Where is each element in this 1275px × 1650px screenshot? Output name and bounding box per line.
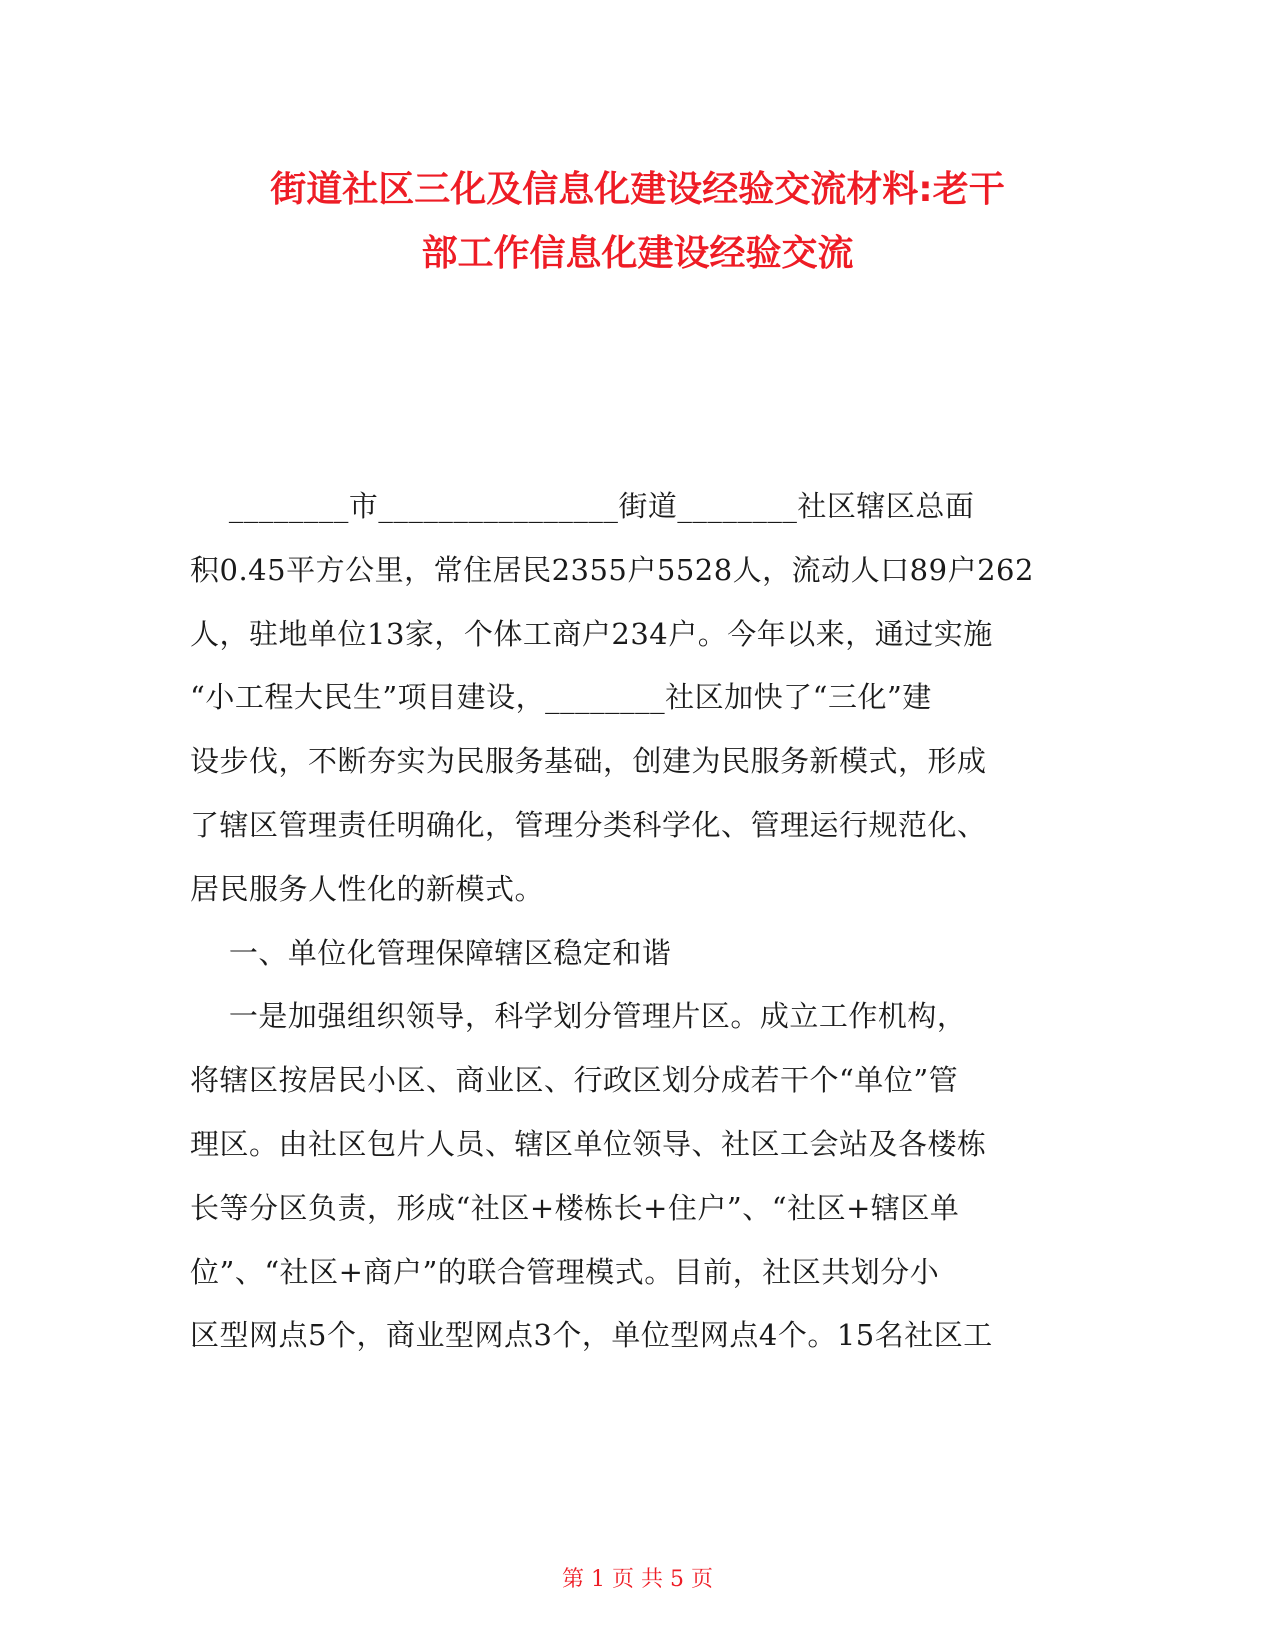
body-line: 人，驻地单位13家，个体工商户234户。今年以来，通过实施	[190, 616, 993, 651]
document-title	[170, 158, 1105, 286]
body-line: 理区。由社区包片人员、辖区单位领导、社区工会站及各楼栋	[190, 1126, 987, 1161]
document-body	[190, 475, 1090, 1368]
body-line: 积0.45平方公里，常住居民2355户5528人，流动人口89户262	[190, 552, 1034, 587]
title-line-1: 街道社区三化及信息化建设经验交流材料:老干	[270, 169, 1005, 210]
body-line: 位”、“社区+商户”的联合管理模式。目前，社区共划分小	[190, 1254, 940, 1289]
body-line: 了辖区管理责任明确化，管理分类科学化、管理运行规范化、	[190, 807, 987, 842]
body-line: 长等分区负责，形成“社区+楼栋长+住户”、“社区+辖区单	[190, 1190, 960, 1225]
section-heading: 一、单位化管理保障辖区稳定和谐	[190, 935, 672, 970]
body-line: 设步伐，不断夯实为民服务基础，创建为民服务新模式，形成	[190, 744, 987, 779]
body-line: “小工程大民生”项目建设，________社区加快了“三化”建	[190, 680, 932, 715]
body-line: 居民服务人性化的新模式。	[190, 871, 545, 906]
body-line: ________市________________街道________社区辖区总面	[190, 489, 975, 523]
page-footer: 第 1 页 共 5 页	[562, 1567, 713, 1592]
title-line-2: 部工作信息化建设经验交流	[421, 233, 854, 274]
body-line: 将辖区按居民小区、商业区、行政区划分成若干个“单位”管	[190, 1063, 959, 1098]
body-line: 一是加强组织领导，科学划分管理片区。成立工作机构，	[190, 999, 967, 1034]
body-line: 区型网点5个，商业型网点3个，单位型网点4个。15名社区工	[190, 1318, 993, 1353]
